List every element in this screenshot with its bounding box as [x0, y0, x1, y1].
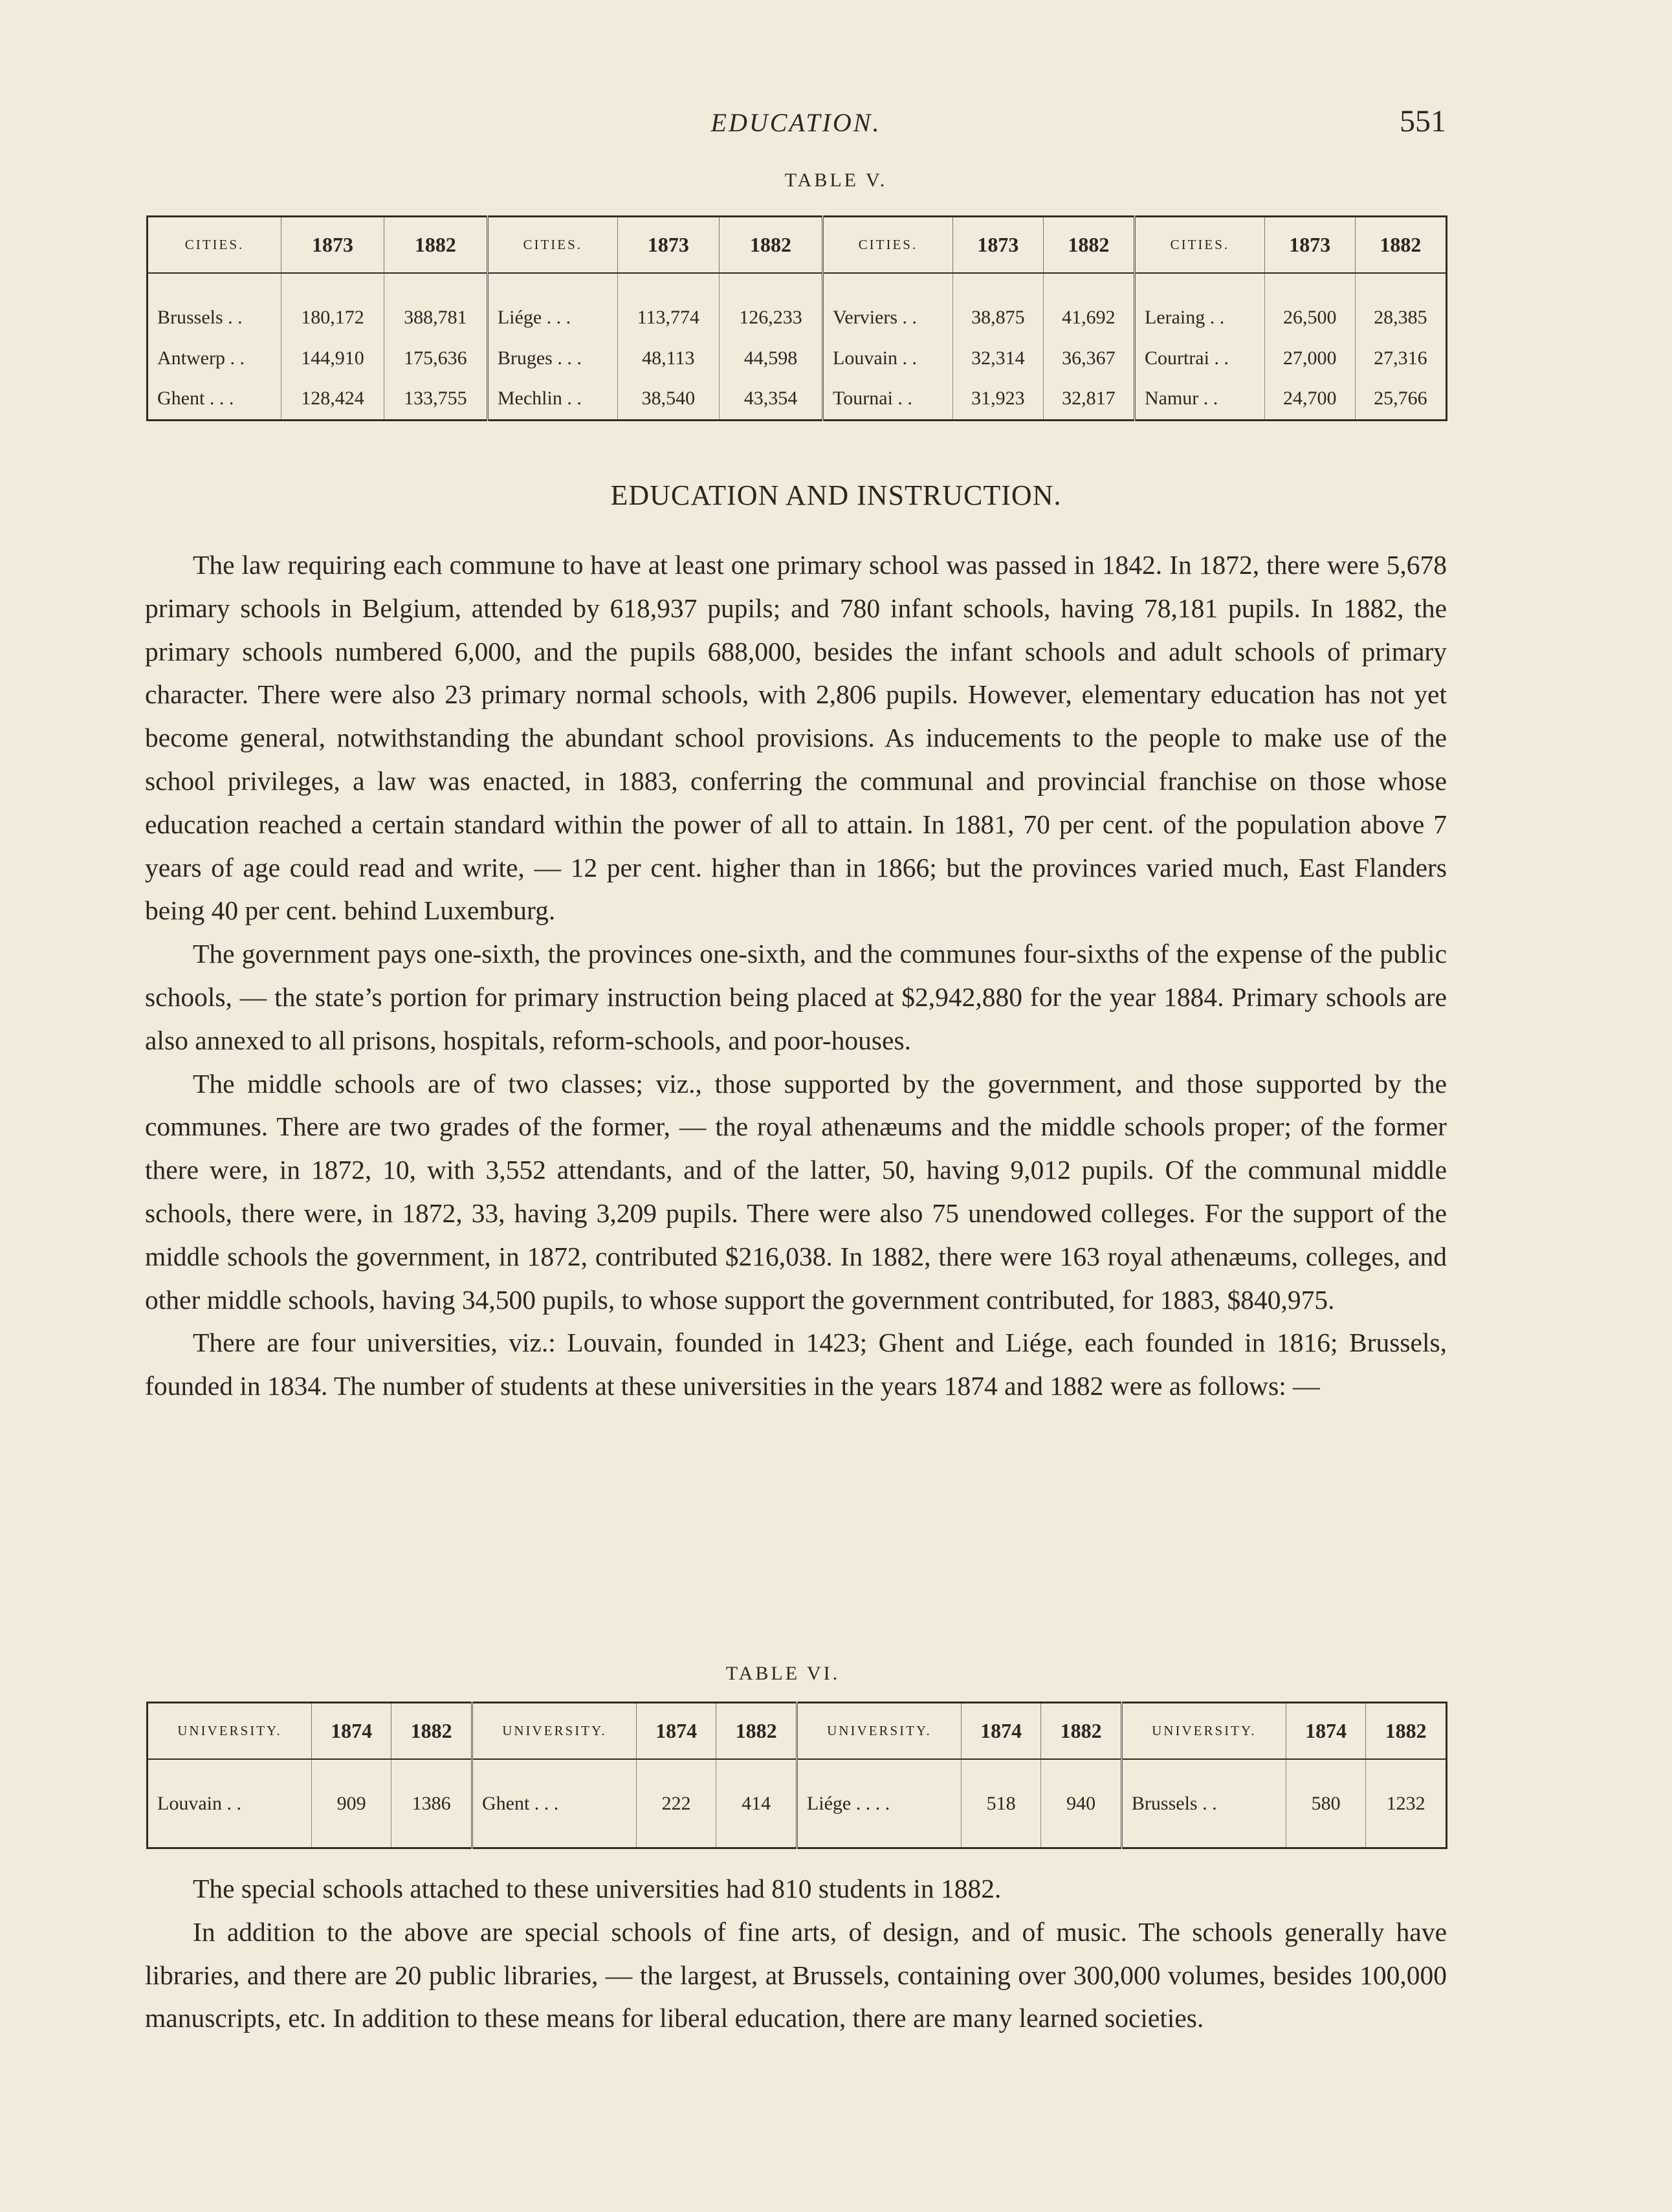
table-row	[148, 297, 1447, 338]
table-cell: 38,875	[952, 297, 1043, 338]
paragraph: The special schools attached to these universities had 810 students in 1882.	[193, 1874, 1002, 1903]
table-cell: 133,755	[384, 378, 487, 421]
table-cell: 518	[961, 1759, 1040, 1848]
table-v	[146, 215, 1447, 421]
city-name: Leraing . .	[1134, 297, 1264, 338]
table-cell: 38,540	[617, 378, 719, 421]
city-name: Mechlin . .	[487, 378, 617, 421]
table-cell: 27,000	[1264, 338, 1355, 378]
paragraph: The government pays one-sixth, the provinces one-sixth, and the communes four-sixths of the expense of the public schools, — the state’s portion for primary instruction being placed at $2,942,880 for the year 1884. Primary schools are also annexed to all prisons, hospitals, reform-schools, and poor-houses.	[145, 939, 1447, 1055]
column-header: 1882	[716, 1703, 797, 1760]
column-header: UNIVERSITY.	[797, 1703, 961, 1760]
table-cell: 27,316	[1355, 338, 1446, 378]
paragraph: The law requiring each commune to have at least one primary school was passed in 1842. In 1872, there were 5,678 primary schools in Belgium, attended by 618,937 pupils; and 780 infant schools, having 78,181 pupils. In 1882, the primary schools numbered 6,000, and the pupils 688,000, besides the infant schools and adult schools of primary character. There were also 23 primary normal schools, with 2,806 pupils. However, elementary education has not yet become general, notwithstanding the abundant school provisions. As inducements to the people to make use of the school privileges, a law was enacted, in 1883, conferring the communal and provincial franchise on those whose education reached a certain standard within the power of all to attain. In 1881, 70 per cent. of the population above 7 years of age could read and write, — 12 per cent. higher than in 1866; but the provinces varied much, East Flanders being 40 per cent. behind Luxemburg.	[145, 550, 1447, 926]
table-cell: 44,598	[720, 338, 823, 378]
table-cell: 36,367	[1043, 338, 1134, 378]
table-cell: 1232	[1366, 1759, 1447, 1848]
page-number: 551	[1400, 104, 1446, 138]
table-v-caption: TABLE V.	[784, 170, 888, 191]
table-cell: 24,700	[1264, 378, 1355, 421]
city-name: Bruges . . .	[487, 338, 617, 378]
column-header: 1882	[384, 217, 487, 274]
running-head-title: EDUCATION.	[710, 108, 881, 137]
paragraph: The middle schools are of two classes; viz., those supported by the government, and those supported by the communes. There are two grades of the former, — the royal athenæums and the middle schools proper; of the former there were, in 1872, 10, with 3,552 attendants, and of the latter, 50, having 9,012 pupils. Of the communal middle schools, there were, in 1872, 33, having 3,209 pupils. There were also 75 unendowed colleges. For the support of the middle schools the government, in 1872, contributed $216,038. In 1882, there were 163 royal athenæums, colleges, and other middle schools, having 34,500 pupils, to whose support the government contributed, for 1883, $840,975.	[145, 1068, 1447, 1315]
column-header: 1882	[1366, 1703, 1447, 1760]
column-header: 1873	[617, 217, 719, 274]
column-header: 1873	[952, 217, 1043, 274]
table-cell: 48,113	[617, 338, 719, 378]
table-cell: 180,172	[281, 297, 384, 338]
upper-text-block	[145, 543, 1447, 1408]
column-header: 1882	[720, 217, 823, 274]
table-cell: 222	[636, 1759, 716, 1848]
table-cell: 909	[312, 1759, 391, 1848]
city-name: Louvain . .	[823, 338, 953, 378]
city-name: Ghent . . .	[157, 388, 234, 410]
column-header: CITIES.	[487, 217, 617, 274]
column-header: 1874	[1286, 1703, 1365, 1760]
column-header: 1882	[1043, 217, 1134, 274]
table-cell: 26,500	[1264, 297, 1355, 338]
university-name: Brussels . .	[1121, 1759, 1286, 1848]
column-header: UNIVERSITY.	[472, 1703, 636, 1760]
table-cell: 940	[1041, 1759, 1122, 1848]
column-header: CITIES.	[148, 217, 281, 274]
university-name: Ghent . . .	[472, 1759, 636, 1848]
table-vi	[146, 1702, 1447, 1849]
city-name: Tournai . .	[823, 378, 953, 421]
table-cell: 31,923	[952, 378, 1043, 421]
city-name: Antwerp . .	[157, 347, 245, 369]
column-header: 1882	[1041, 1703, 1122, 1760]
table-cell: 144,910	[281, 338, 384, 378]
table-cell: 32,817	[1043, 378, 1134, 421]
table-row	[148, 1759, 1447, 1848]
city-name: Namur . .	[1134, 378, 1264, 421]
column-header: CITIES.	[823, 217, 953, 274]
column-header: UNIVERSITY.	[1121, 1703, 1286, 1760]
column-header: CITIES.	[1134, 217, 1264, 274]
city-name: Verviers . .	[823, 297, 953, 338]
column-header: 1873	[1264, 217, 1355, 274]
university-name: Louvain . .	[157, 1792, 241, 1814]
table-cell: 128,424	[281, 378, 384, 421]
table-cell: 43,354	[720, 378, 823, 421]
table-cell: 175,636	[384, 338, 487, 378]
table-header-row	[148, 1703, 1447, 1760]
table-cell: 388,781	[384, 297, 487, 338]
table-cell: 41,692	[1043, 297, 1134, 338]
column-header: 1874	[312, 1703, 391, 1760]
column-header: 1873	[281, 217, 384, 274]
column-header: 1874	[636, 1703, 716, 1760]
city-name: Liége . . .	[487, 297, 617, 338]
table-cell: 1386	[391, 1759, 472, 1848]
column-header: UNIVERSITY.	[148, 1703, 312, 1760]
table-cell: 32,314	[952, 338, 1043, 378]
table-cell: 414	[716, 1759, 797, 1848]
paragraph: There are four universities, viz.: Louvain, founded in 1423; Ghent and Liége, each founded in 1816; Brussels, founded in 1834. The number of students at these universities in the years 1874 and 1882 were as follows: —	[145, 1328, 1447, 1401]
table-row	[148, 378, 1447, 421]
table-cell: 126,233	[720, 297, 823, 338]
table-cell: 25,766	[1355, 378, 1446, 421]
table-header-row	[148, 217, 1447, 274]
table-row	[148, 338, 1447, 378]
table-cell: 113,774	[617, 297, 719, 338]
lower-text-block	[145, 1867, 1447, 2040]
city-name: Brussels . .	[157, 306, 243, 328]
column-header: 1882	[1355, 217, 1446, 274]
city-name: Courtrai . .	[1134, 338, 1264, 378]
university-name: Liége . . . .	[797, 1759, 961, 1848]
column-header: 1874	[961, 1703, 1040, 1760]
paragraph: In addition to the above are special schools of fine arts, of design, and of music. The schools generally have libraries, and there are 20 public libraries, — the largest, at Brussels, containing over 300,000 volumes, besides 100,000 manuscripts, etc. In addition to these means for liberal education, there are many learned societies.	[145, 1916, 1447, 2033]
section-heading: EDUCATION AND INSTRUCTION.	[610, 479, 1062, 511]
running-head	[146, 104, 1446, 149]
table-vi-caption: TABLE VI.	[725, 1663, 841, 1684]
column-header: 1882	[391, 1703, 472, 1760]
spacer-row	[148, 273, 1447, 297]
table-cell: 580	[1286, 1759, 1365, 1848]
table-cell: 28,385	[1355, 297, 1446, 338]
